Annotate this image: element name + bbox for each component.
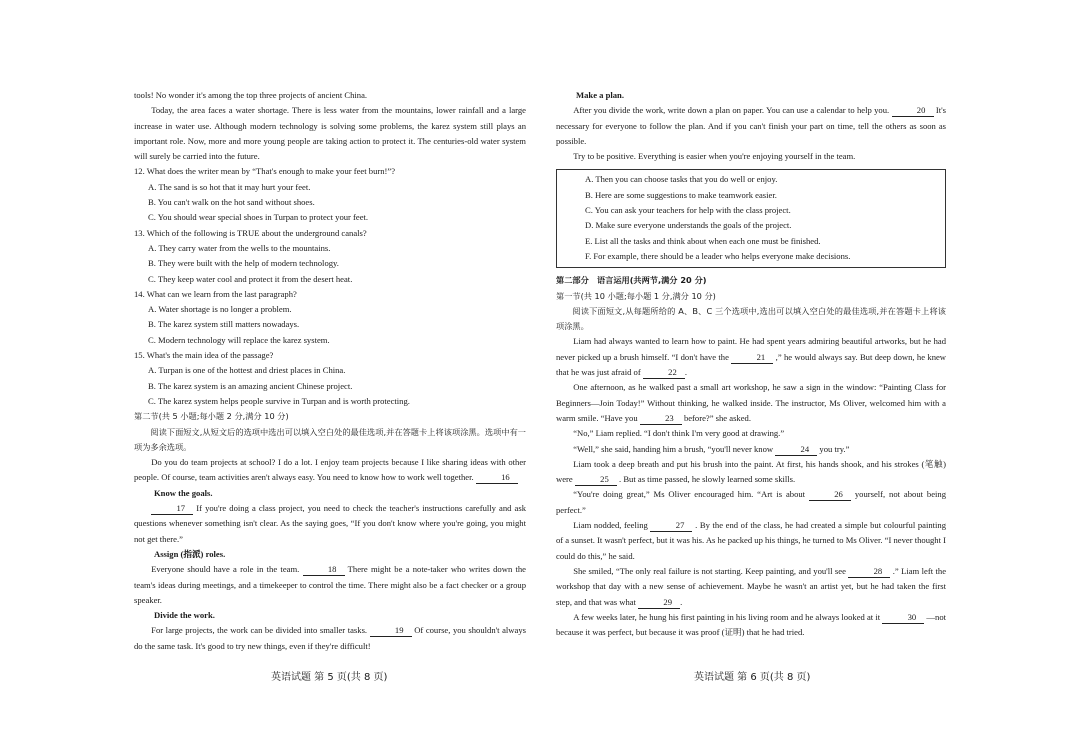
text-line: 第二部分 语言运用(共两节,满分 20 分) (556, 275, 707, 286)
text-line: Know the goals. (154, 487, 213, 498)
passage-paragraph (134, 455, 526, 486)
paragraph-text: . (684, 367, 688, 378)
option-c: C. You can ask your teachers for help with the class project. (585, 205, 791, 216)
text-line: 第二节(共 5 小题;每小题 2 分,满分 10 分) (134, 411, 289, 422)
text-line: tools! No wonder it's among the top three projects of ancient China. (134, 90, 368, 100)
answer-blank: 29 (638, 597, 680, 609)
paragraph-text: “Well,” she said, handing him a brush, “you'll never know (573, 443, 774, 454)
paragraph-text: Liam nodded, feeling (573, 520, 648, 531)
answer-option: C. You should wear special shoes in Turpan to protect your feet. (148, 212, 369, 223)
answer-blank: 28 (848, 566, 890, 578)
option-b: B. Here are some suggestions to make teamwork easier. (585, 189, 777, 200)
answer-option: A. Turpan is one of the hottest and driest places in China. (148, 365, 346, 376)
answer-blank: 17 (151, 503, 193, 515)
answer-blank: 22 (643, 367, 685, 379)
paragraph-text: One afternoon, as he walked past a small art workshop, he saw a sign in the window: “Painting Class for Beginners—Join Today!” Without thinking, he walked inside. The instructor, Ms Oliver, welcomed him with a warm smile. “Have you (556, 382, 946, 423)
paragraph-text: There might be a note-taker who writes down the team's ideas during meetings, and a timekeeper to control the time. There might also be a fact checker or a group speaker. (134, 564, 526, 605)
paragraph-text: She smiled, “The only real failure is not starting. Keep painting, and you'll see (573, 565, 846, 576)
answer-option: C. Modern technology will replace the karez system. (148, 334, 330, 345)
passage-paragraph (556, 380, 946, 426)
passage-paragraph (556, 518, 946, 564)
passage-paragraph (134, 623, 526, 654)
passage-paragraph (556, 103, 946, 149)
answer-option: B. The karez system is an amazing ancient Chinese project. (148, 380, 353, 391)
text-line: 15. What's the main idea of the passage? (134, 350, 274, 361)
paragraph-text: “You're doing great,” Ms Oliver encouraged him. “Art is about (573, 489, 806, 500)
page-5-column (134, 88, 526, 654)
passage-paragraph (556, 564, 946, 610)
answer-blank: 20 (892, 105, 934, 117)
text-line: 13. Which of the following is TRUE about the underground canals? (134, 227, 367, 238)
paragraph-text: Liam took a deep breath and put his brush into the paint. At first, his hands shook, and his strokes (笔触) were (556, 458, 946, 485)
paragraph-text: For large projects, the work can be divided into smaller tasks. (151, 625, 368, 636)
paragraph-text: yourself, not about being perfect.” (556, 489, 946, 515)
option-a: A. Then you can choose tasks that you do well or enjoy. (585, 174, 778, 185)
paragraph-text: . By the end of the class, he had created a simple but colourful painting of a sunset. It wasn't perfect, but it was his. As he packed up his things, he turned to Ms Oliver. “I never thought I could do this,” he said. (556, 520, 946, 561)
paragraph-text: Everyone should have a role in the team. (151, 564, 300, 575)
text-line: Divide the work. (154, 610, 215, 621)
answer-option: B. You can't walk on the hot sand without shoes. (148, 197, 315, 208)
page-6-column (556, 88, 946, 640)
answer-blank: 26 (809, 489, 851, 501)
passage-paragraph (556, 442, 946, 457)
answer-option: C. The karez system helps people survive in Turpan and is worth protecting. (148, 395, 410, 406)
answer-blank: 21 (731, 352, 773, 364)
paragraph-text: . (680, 596, 683, 607)
paragraph-text: you try.” (819, 443, 850, 454)
passage-paragraph (556, 457, 946, 488)
text-line: Make a plan. (576, 90, 624, 100)
answer-blank: 23 (640, 413, 682, 425)
paragraph-text: before?” she asked. (683, 412, 751, 423)
passage-paragraph (556, 487, 946, 518)
text-line: “No,” Liam replied. “I don't think I'm very good at drawing.” (573, 428, 785, 439)
paragraph-text: . But as time passed, he slowly learned some skills. (619, 474, 796, 485)
paragraph-text: Of course, you shouldn't always do the same task. It's good to try new things, even if they're difficult! (134, 625, 526, 651)
passage-paragraph (134, 501, 526, 547)
answer-option: A. Water shortage is no longer a problem. (148, 304, 292, 315)
answer-blank: 30 (882, 612, 924, 624)
page-5-footer: 英语试题 第 5 页(共 8 页) (271, 672, 388, 683)
answer-blank: 27 (650, 520, 692, 532)
answer-option: B. The karez system still matters nowadays. (148, 319, 300, 330)
paragraph-text: It's necessary for everyone to follow the plan. And if you can't finish your part on time, tell the others as soon as possible. (556, 105, 946, 146)
answer-option: A. They carry water from the wells to the mountains. (148, 242, 331, 253)
text-line: Today, the area faces a water shortage. There is less water from the mountains, lower rainfall and a large increase in water use. Although modern technology is solving some problems, the karez system still plays an important role. Now, more and more young people are taking action to protect it. The centuries-old water system will surely be carried into the future. (134, 105, 526, 162)
paragraph-text: If you're doing a class project, you need to check the teacher's instructions carefully and ask questions whenever something isn't clear. As the saying goes, “If you don't know where you're going, you might not get there.” (134, 503, 526, 544)
option-d: D. Make sure everyone understands the goals of the project. (585, 220, 792, 231)
text-line: 14. What can we learn from the last paragraph? (134, 288, 297, 299)
page-6-top-passage (556, 88, 946, 164)
paragraph-text: .” Liam left the workshop that day with a new sense of achievement. Maybe he wasn't an artist yet, but he had taken the first step, and that was what (556, 565, 947, 607)
passage-paragraph (556, 334, 946, 380)
answer-blank: 18 (303, 564, 345, 576)
answer-blank: 24 (775, 444, 817, 456)
passage-paragraph (556, 610, 946, 641)
paragraph-text: —not because it was perfect, but because it was proof (证明) that he had tried. (556, 611, 946, 638)
text-line: 阅读下面短文,从短文后的选项中选出可以填入空白处的最佳选项,并在答题卡上将该项涂黑。选项中有一项为多余选项。 (134, 426, 526, 452)
paragraph-text: Liam had always wanted to learn how to paint. He had spent years admiring beautiful artworks, but he had never picked up a brush himself. “I don't have the (556, 336, 946, 362)
answer-blank: 19 (370, 625, 412, 637)
paragraph-text: ,” he would always say. But deep down, he knew that he was just afraid of (556, 351, 947, 378)
passage-paragraph (134, 562, 526, 608)
paragraph-text: Do you do team projects at school? I do a lot. I enjoy team projects because I like sharing ideas with other people. Of course, team activities aren't always easy. You need to know how to work well together. (134, 457, 526, 483)
answer-blank: 16 (476, 472, 518, 484)
answer-option: C. They keep water cool and protect it from the desert heat. (148, 273, 353, 284)
cloze-passage (556, 273, 946, 640)
paragraph-text: A few weeks later, he hung his first painting in his living room and he always looked at it (573, 611, 881, 622)
page-6-footer: 英语试题 第 6 页(共 8 页) (694, 672, 811, 683)
answer-option: B. They were built with the help of modern technology. (148, 258, 339, 269)
text-line: Assign (指派) roles. (154, 548, 226, 559)
text-line: 12. What does the writer mean by “That's enough to make your feet burn!”? (134, 166, 396, 177)
option-f: F. For example, there should be a leader who helps everyone make decisions. (585, 250, 851, 261)
text-line: 第一节(共 10 小题;每小题 1 分,满分 10 分) (556, 290, 716, 301)
options-box (556, 169, 946, 268)
answer-blank: 25 (575, 474, 617, 486)
text-line: 阅读下面短文,从每题所给的 A、B、C 三个选项中,选出可以填入空白处的最佳选项,并在答题卡上将该项涂黑。 (556, 305, 946, 332)
paragraph-text: After you divide the work, write down a plan on paper. You can use a calendar to help you. (573, 105, 890, 116)
answer-option: A. The sand is so hot that it may hurt your feet. (148, 181, 311, 192)
option-e: E. List all the tasks and think about when each one must be finished. (585, 235, 821, 246)
text-line: Try to be positive. Everything is easier when you're enjoying yourself in the team. (573, 151, 856, 162)
